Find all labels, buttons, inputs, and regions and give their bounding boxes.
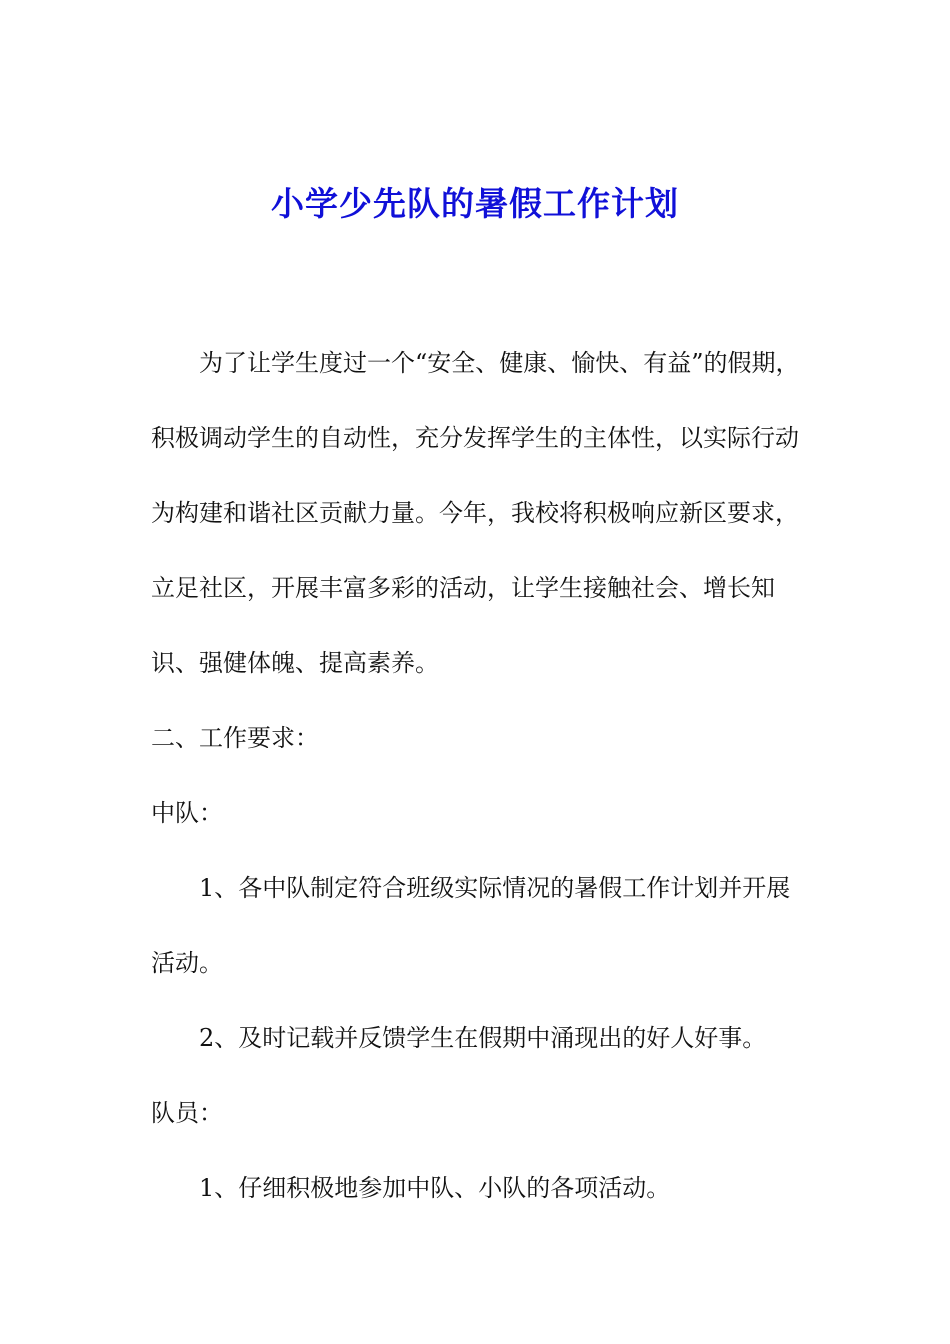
intro-paragraph: 为了让学生度过一个“安全、健康、愉快、有益”的假期，积极调动学生的自动性，充分发挥学生的主体性，以实际行动为构建和谐社区贡献力量。今年，我校将积极响应新区要求，立足社区，开展丰富多彩的活动，让学生接触社会、增长知识、强健体魄、提高素养。 [151, 349, 800, 677]
document-body [151, 326, 806, 1226]
subheading-members: 队员： [151, 1099, 223, 1127]
document-title: 小学少先队的暑假工作计划 [271, 184, 679, 223]
squadron-item-1: 1、各中队制定符合班级实际情况的暑假工作计划并开展活动。 [151, 874, 791, 977]
subheading-squadron: 中队： [151, 799, 223, 827]
squadron-item-2: 2、及时记载并反馈学生在假期中涌现出的好人好事。 [199, 1024, 767, 1052]
members-item-1: 1、仔细积极地参加中队、小队的各项活动。 [199, 1174, 671, 1202]
section-heading-requirements: 二、工作要求： [151, 724, 319, 752]
